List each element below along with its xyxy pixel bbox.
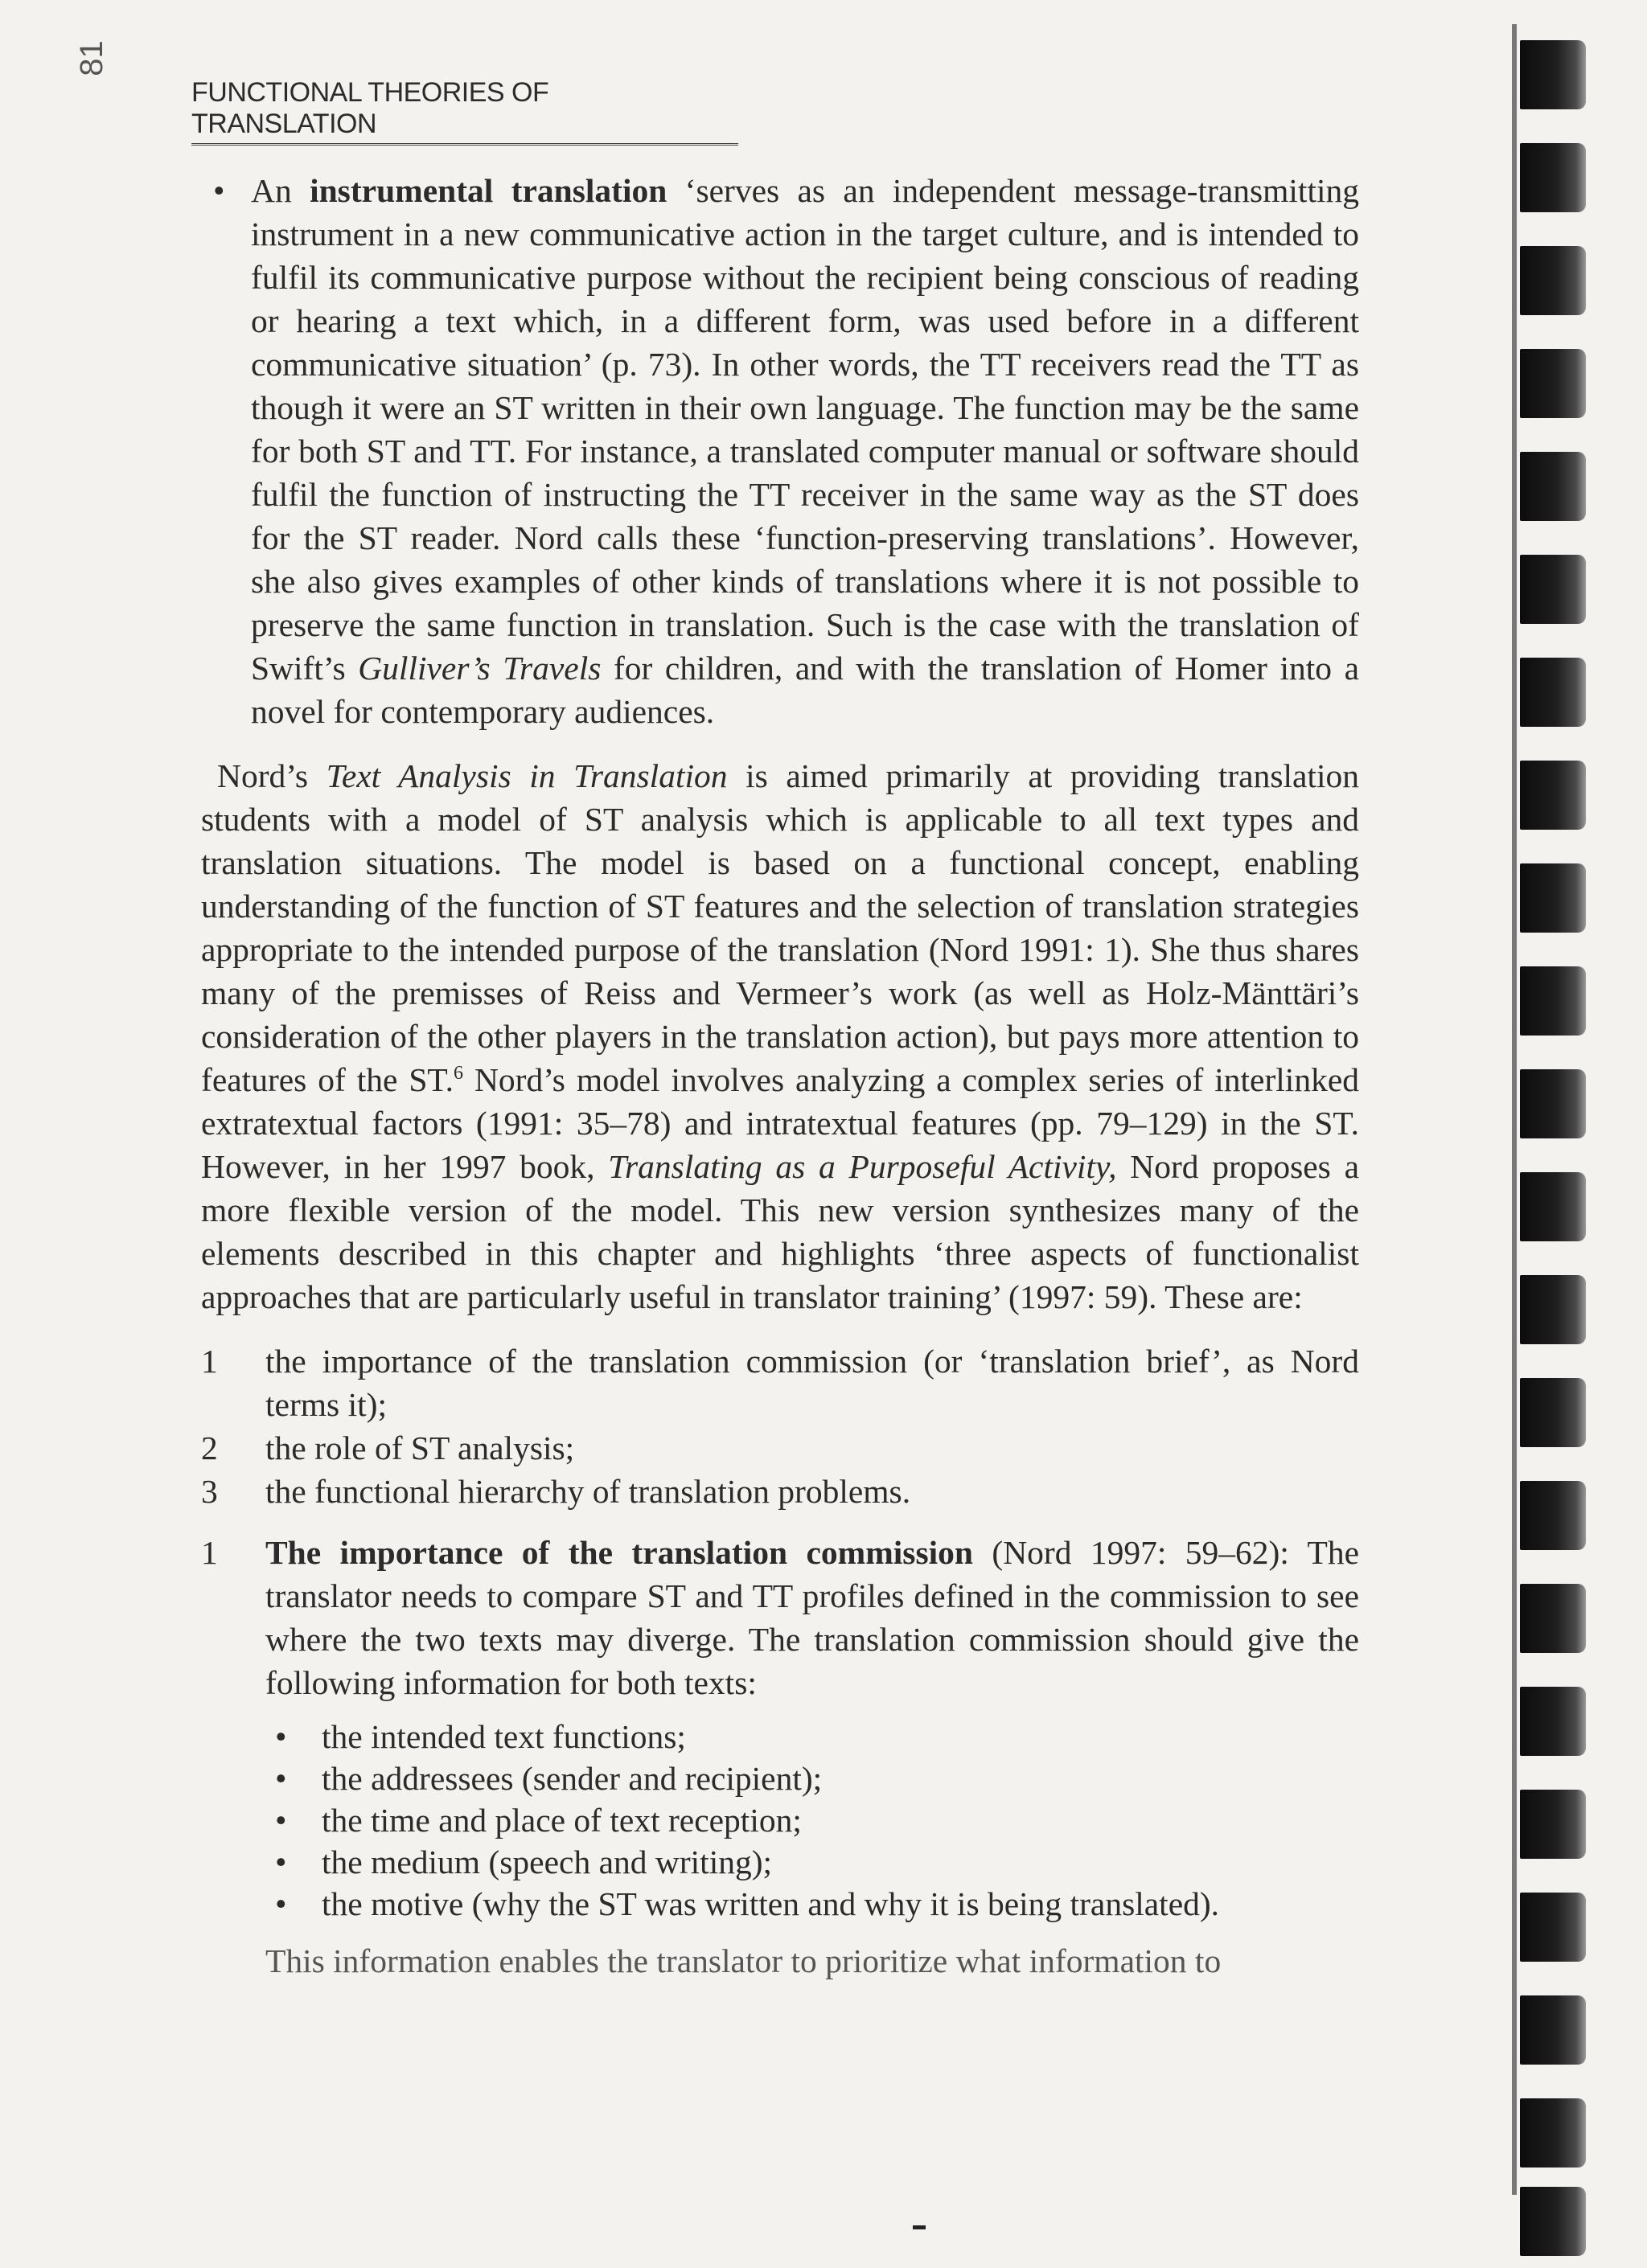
binding-ring	[1520, 2098, 1586, 2168]
list-item-text: the addressees (sender and recipient);	[322, 1760, 823, 1797]
binding-ring	[1520, 1275, 1586, 1344]
binding-ring	[1520, 1790, 1586, 1859]
bullet-dot: •	[275, 1802, 287, 1839]
list-item-text: the functional hierarchy of translation problems.	[265, 1473, 911, 1510]
binding-ring	[1520, 2187, 1586, 2256]
list-item-number: 1	[201, 1343, 218, 1380]
list-item-number: 3	[201, 1473, 218, 1510]
binding-ring	[1520, 1995, 1586, 2065]
main-paragraph-title2: Translating as a Purposeful Activity,	[608, 1148, 1117, 1185]
binding-ring	[1520, 1378, 1586, 1447]
binding-ring	[1520, 246, 1586, 315]
numbered-list	[201, 1339, 1359, 1513]
page-number: 81	[73, 40, 109, 76]
bullet-dot: •	[275, 1844, 287, 1880]
list-item	[275, 1883, 1359, 1925]
list-item	[275, 1716, 1359, 1757]
main-paragraph-title1: Text Analysis in Translation	[326, 757, 728, 794]
list-item-text: the importance of the translation commission (or ‘translation brief’, as Nord terms it);	[265, 1343, 1359, 1423]
binding-ring	[1520, 40, 1586, 109]
main-paragraph	[201, 754, 1359, 1319]
section-number: 1	[201, 1534, 218, 1571]
binding-ring	[1520, 1172, 1586, 1241]
running-head: FUNCTIONAL THEORIES OF TRANSLATION	[191, 77, 738, 146]
binding-ring	[1520, 863, 1586, 933]
binding-ring	[1520, 1481, 1586, 1550]
list-item	[275, 1757, 1359, 1799]
binding-ring	[1520, 1069, 1586, 1138]
binding-ring	[1520, 1584, 1586, 1653]
section-translation-commission	[201, 1531, 1359, 1983]
binding-ring	[1520, 349, 1586, 418]
binding-ring	[1520, 1893, 1586, 1962]
bullet-dot: •	[275, 1760, 287, 1797]
binding-ring	[1520, 1687, 1586, 1756]
list-item	[275, 1799, 1359, 1841]
list-item	[201, 1470, 1359, 1513]
binding-ring	[1520, 452, 1586, 521]
main-paragraph-part2: Nord’s model involves analyzing a complex series of interlinked extratextual factors (1991: 35–78) and intratextual features (pp. 79–129) in the ST. However, in her 1997 book,	[201, 1061, 1359, 1185]
list-item	[275, 1841, 1359, 1883]
list-item-text: the role of ST analysis;	[265, 1429, 575, 1466]
list-item-number: 2	[201, 1429, 218, 1466]
footnote-marker: 6	[454, 1063, 464, 1085]
page-body	[201, 169, 1360, 1983]
section-text: (Nord 1997: 59–62): The translator needs to compare ST and TT profiles defined in the commission to see where the two texts may diverge. The translation commission should give the following information for both texts:	[265, 1534, 1360, 1701]
binding-ring	[1520, 761, 1586, 830]
list-item	[201, 1426, 1359, 1470]
main-paragraph-start: Nord’s	[217, 757, 308, 794]
closing-line: This information enables the translator to prioritize what information to	[265, 1942, 1222, 1979]
bullet-dot: •	[275, 1885, 287, 1922]
bullet-dot: •	[213, 172, 225, 209]
instrumental-translation-bullet	[213, 169, 1360, 733]
commission-info-list	[265, 1716, 1359, 1925]
bullet-title-italic: Gulliver’s Travels	[358, 650, 602, 687]
print-mark	[913, 2225, 926, 2229]
spiral-binding	[1512, 24, 1584, 2259]
binding-ring	[1520, 143, 1586, 212]
list-item-text: the time and place of text reception;	[322, 1802, 802, 1839]
bullet-text: ‘serves as an independent message-transmitting instrument in a new communicative action in the target culture, and is intended to fulfil its communicative purpose without the recipient being conscious of reading or hearing a text which, in a different form, was used before in a different communicative situation’ (p. 73). In other words, the TT receivers read the TT as though it were an ST written in their own language. The function may be the same for both ST and TT. For instance, a translated computer manual or software should fulfil the function of instructing the TT receiver in the same way as the ST does for the ST reader. Nord calls these ‘function-preserving translations’. However, she also gives examples of other kinds of translations where it is not possible to preserve the same function in translation. Such is the case with the translation of Swift’s	[251, 172, 1360, 687]
list-item-text: the intended text functions;	[322, 1718, 686, 1755]
list-item-text: the medium (speech and writing);	[322, 1844, 773, 1880]
bullet-lead: An	[251, 172, 292, 209]
main-paragraph-part3: Nord proposes a more flexible version of the model. This new version synthesizes many of the elements described in this chapter and highlights ‘three aspects of functionalist approaches that are particularly useful in translator training’ (1997: 59). These are:	[201, 1148, 1359, 1315]
binding-ring	[1520, 658, 1586, 727]
section-heading: The importance of the translation commission	[265, 1534, 973, 1571]
bullet-text-end: for children, and with the translation of Homer into a novel for contemporary audiences.	[251, 650, 1360, 730]
list-item	[201, 1339, 1359, 1426]
binding-ring	[1520, 966, 1586, 1036]
binding-edge	[1512, 24, 1517, 2195]
binding-ring	[1520, 555, 1586, 624]
list-item-text: the motive (why the ST was written and why it is being translated).	[322, 1885, 1220, 1922]
main-paragraph-part1: is aimed primarily at providing translation students with a model of ST analysis which is applicable to all text types and translation situations. The model is based on a functional concept, enabling understanding of the function of ST features and the selection of translation strategies appropriate to the intended purpose of the translation (Nord 1991: 1). She thus shares many of the premisses of Reiss and Vermeer’s work (as well as Holz-Mänttäri’s consideration of the other players in the translation action), but pays more attention to features of the ST.	[201, 757, 1360, 1098]
bullet-dot: •	[275, 1718, 287, 1755]
bullet-term: instrumental translation	[310, 172, 667, 209]
